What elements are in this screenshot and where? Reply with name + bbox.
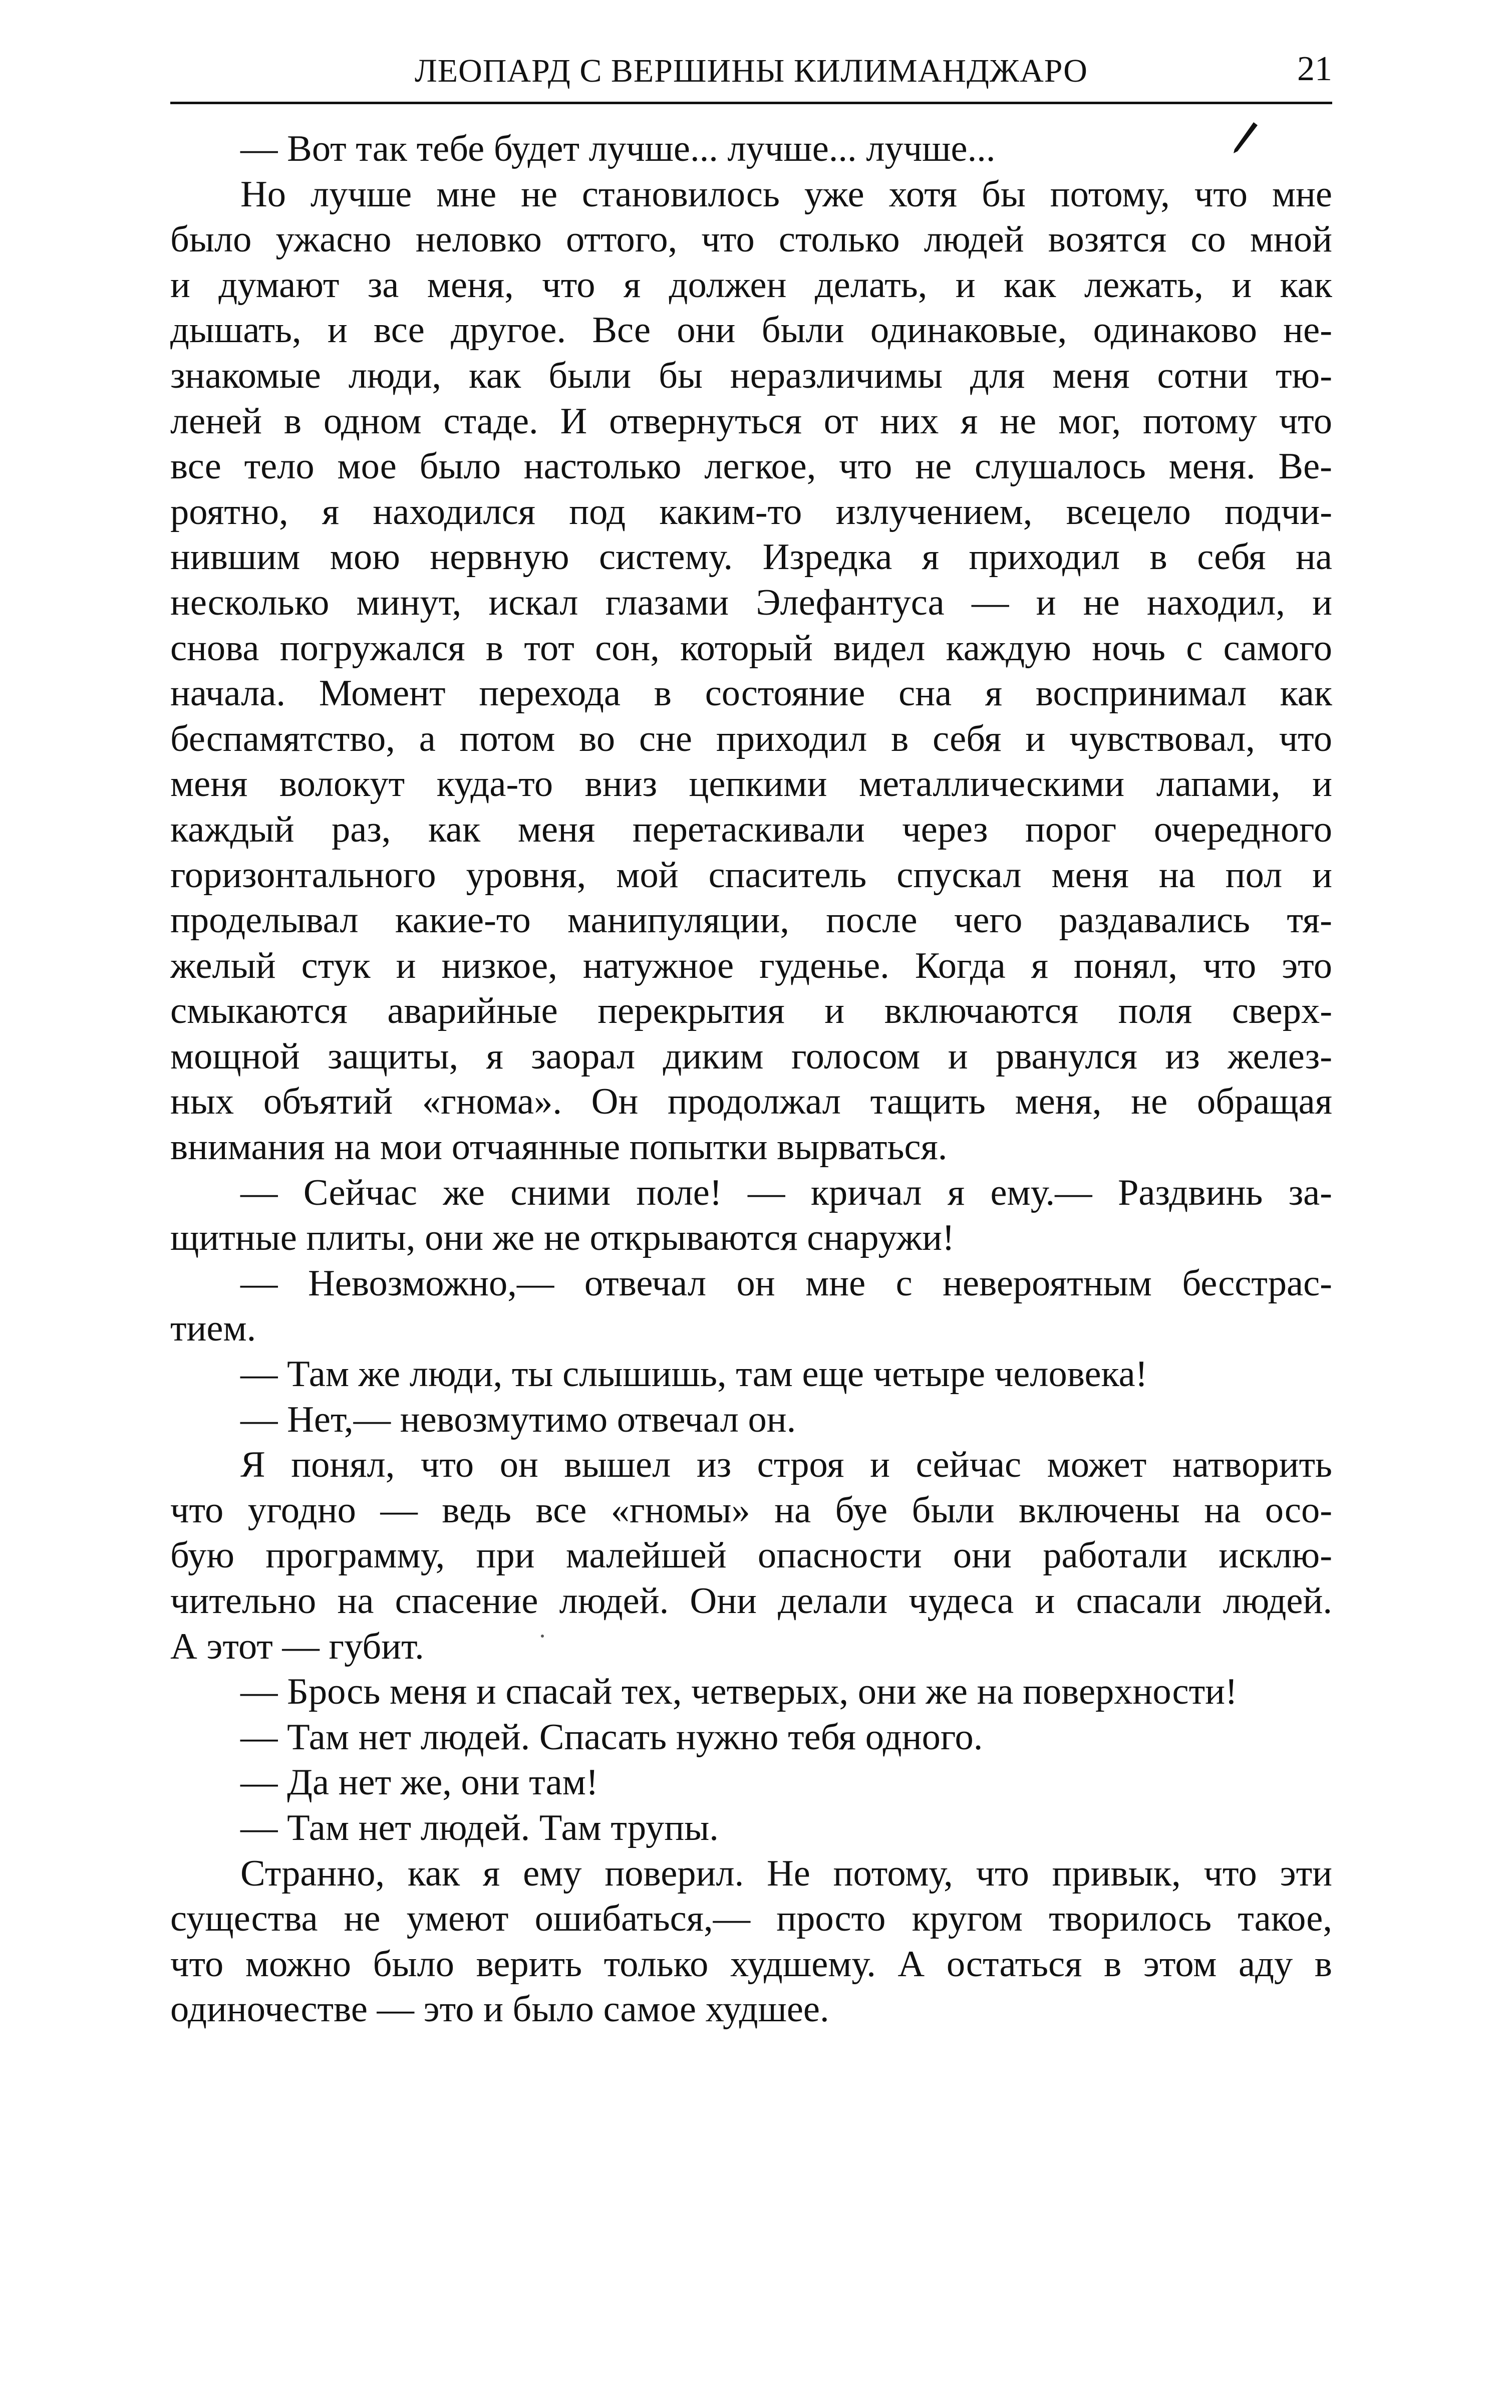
text-line: Странно, как я ему поверил. Не потому, что привык, что эти bbox=[240, 1852, 1332, 1894]
text-line: было ужасно неловко оттого, что столько людей возятся со мной bbox=[170, 219, 1332, 260]
paragraph bbox=[170, 126, 1332, 172]
paragraph bbox=[170, 1669, 1332, 1715]
text-line: существа не умеют ошибаться,— просто кругом творилось такое, bbox=[170, 1898, 1332, 1940]
text-line: и думают за меня, что я должен делать, и как лежать, и как bbox=[170, 264, 1332, 306]
text-line: одиночестве — это и было самое худшее. bbox=[170, 1989, 829, 2030]
text-line: — Там же люди, ты слышишь, там еще четыре человека! bbox=[240, 1354, 1148, 1395]
text-line: проделывал какие-то манипуляции, после чего раздавались тя- bbox=[170, 900, 1332, 941]
paragraph bbox=[170, 1170, 1332, 1261]
page-number: 21 bbox=[1297, 50, 1332, 88]
paragraph bbox=[170, 1442, 1332, 1669]
text-line: Но лучше мне не становилось уже хотя бы потому, что мне bbox=[240, 173, 1332, 215]
paragraph bbox=[170, 1805, 1332, 1851]
running-title: ЛЕОПАРД С ВЕРШИНЫ КИЛИМАНДЖАРО bbox=[415, 53, 1088, 89]
paragraph bbox=[170, 1760, 1332, 1805]
text-line: — Нет,— невозмутимо отвечал он. bbox=[240, 1399, 796, 1440]
text-line: — Вот так тебе будет лучше... лучше... лучше... bbox=[240, 128, 996, 169]
text-line: нившим мою нервную систему. Изредка я приходил в себя на bbox=[170, 537, 1332, 578]
paragraph bbox=[170, 1851, 1332, 2032]
text-line: все тело мое было настолько легкое, что не слушалось меня. Ве- bbox=[170, 446, 1332, 487]
text-line: тием. bbox=[170, 1308, 256, 1350]
text-line: несколько минут, искал глазами Элефантуса — и не находил, и bbox=[170, 582, 1332, 623]
text-line: — Да нет же, они там! bbox=[240, 1762, 598, 1803]
text-line: меня волокут куда-то вниз цепкими металлическими лапами, и bbox=[170, 763, 1332, 805]
text-line: дышать, и все другое. Все они были одинаковые, одинаково не- bbox=[170, 310, 1332, 351]
text-line: щитные плиты, они же не открываются снаружи! bbox=[170, 1217, 955, 1259]
text-line: знакомые люди, как были бы неразличимы для меня сотни тю- bbox=[170, 355, 1332, 396]
text-line: снова погружался в тот сон, который видел каждую ночь с самого bbox=[170, 627, 1332, 669]
text-line: Я понял, что он вышел из строя и сейчас может натворить bbox=[240, 1444, 1332, 1486]
paragraph bbox=[170, 1715, 1332, 1760]
text-line: внимания на мои отчаянные попытки вырваться. bbox=[170, 1127, 948, 1168]
running-header bbox=[170, 44, 1332, 104]
text-line: начала. Момент перехода в состояние сна я воспринимал как bbox=[170, 673, 1332, 714]
text-line: ных объятий «гнома». Он продолжал тащить меня, не обращая bbox=[170, 1081, 1332, 1123]
text-line: — Брось меня и спасай тех, четверых, они же на поверхности! bbox=[240, 1671, 1238, 1713]
text-line: горизонтального уровня, мой спаситель спускал меня на пол и bbox=[170, 854, 1332, 896]
text-line: леней в одном стаде. И отвернуться от них я не мог, потому что bbox=[170, 400, 1332, 442]
paragraph bbox=[170, 1397, 1332, 1443]
page-text bbox=[170, 126, 1332, 2032]
text-line: смыкаются аварийные перекрытия и включаются поля сверх- bbox=[170, 990, 1332, 1032]
text-line: — Невозможно,— отвечал он мне с невероятным бесстрас- bbox=[240, 1262, 1332, 1304]
text-line: каждый раз, как меня перетаскивали через порог очередного bbox=[170, 809, 1332, 850]
text-line: — Там нет людей. Там трупы. bbox=[240, 1807, 719, 1848]
text-line: что угодно — ведь все «гномы» на буе были включены на осо- bbox=[170, 1489, 1332, 1531]
paragraph bbox=[170, 1261, 1332, 1352]
paragraph bbox=[170, 172, 1332, 1170]
text-line: что можно было верить только худшему. А остаться в этом аду в bbox=[170, 1943, 1332, 1985]
text-line: — Там нет людей. Спасать нужно тебя одного. bbox=[240, 1716, 983, 1758]
text-line: А этот — губит. bbox=[170, 1626, 424, 1667]
text-line: роятно, я находился под каким-то излучением, всецело подчи- bbox=[170, 491, 1332, 532]
text-line: чительно на спасение людей. Они делали чудеса и спасали людей. bbox=[170, 1580, 1332, 1622]
text-line: желый стук и низкое, натужное гуденье. Когда я понял, что это bbox=[170, 945, 1332, 986]
paragraph bbox=[170, 1352, 1332, 1397]
text-line: беспамятство, а потом во сне приходил в себя и чувствовал, что bbox=[170, 718, 1332, 759]
text-line: мощной защиты, я заорал диким голосом и рванулся из желез- bbox=[170, 1035, 1332, 1077]
text-line: бую программу, при малейшей опасности они работали исклю- bbox=[170, 1535, 1332, 1576]
text-line: — Сейчас же сними поле! — кричал я ему.— Раздвинь за- bbox=[240, 1172, 1332, 1213]
